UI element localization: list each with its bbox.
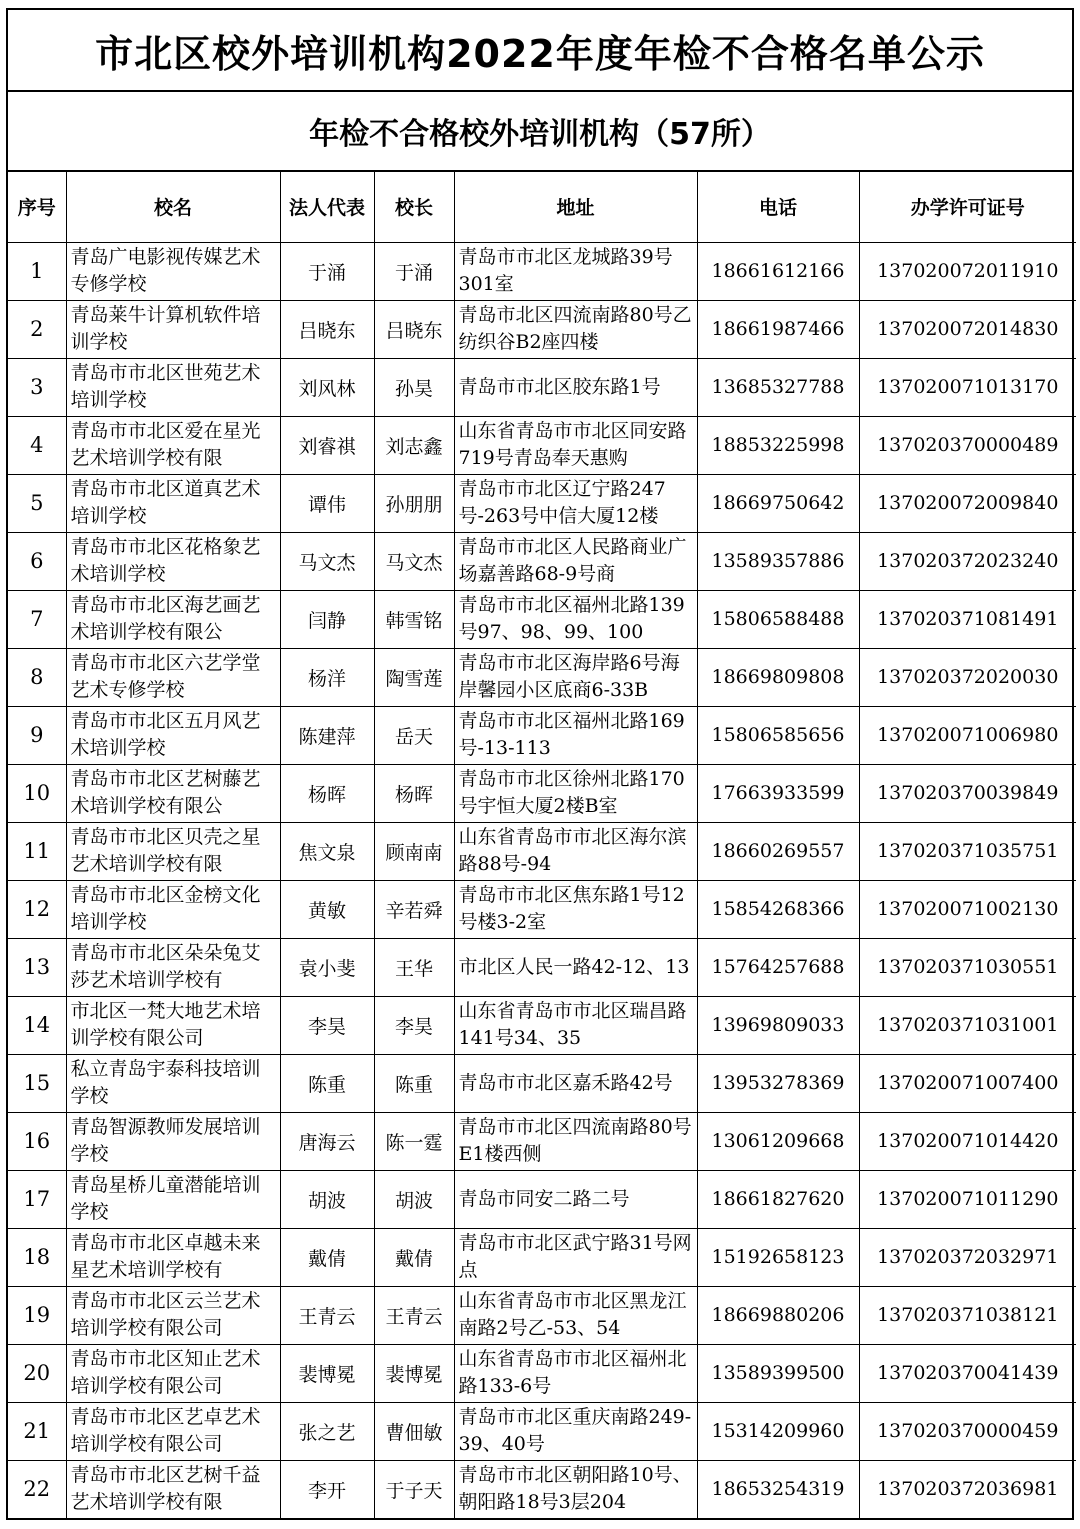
cell-address <box>454 1170 697 1228</box>
cell-legal: 闫静 <box>280 590 374 648</box>
cell-no: 2 <box>8 300 66 358</box>
cell-no: 9 <box>8 706 66 764</box>
cell-principal: 胡波 <box>374 1170 454 1228</box>
cell-school <box>66 590 280 648</box>
table-row <box>8 474 1076 532</box>
cell-phone: 18661612166 <box>697 242 859 300</box>
cell-legal: 陈建萍 <box>280 706 374 764</box>
cell-legal: 裴博冕 <box>280 1344 374 1402</box>
cell-school <box>66 1170 280 1228</box>
cell-address-text: 山东省青岛市市北区瑞昌路141号34、35 <box>458 1000 687 1049</box>
cell-no: 17 <box>8 1170 66 1228</box>
cell-license: 137020371030551 <box>859 938 1076 996</box>
cell-phone: 13685327788 <box>697 358 859 416</box>
cell-school-text: 私立青岛宇泰科技培训学校 <box>70 1058 261 1107</box>
cell-legal: 焦文泉 <box>280 822 374 880</box>
cell-school-text: 市北区一梵大地艺术培训学校有限公司 <box>70 1000 261 1049</box>
table-row <box>8 764 1076 822</box>
cell-legal: 刘睿祺 <box>280 416 374 474</box>
cell-address <box>454 1460 697 1518</box>
cell-principal: 顾南南 <box>374 822 454 880</box>
cell-legal: 杨晖 <box>280 764 374 822</box>
cell-school-text: 青岛市市北区五月风艺术培训学校 <box>70 710 261 759</box>
cell-principal: 韩雪铭 <box>374 590 454 648</box>
cell-phone: 15314209960 <box>697 1402 859 1460</box>
cell-school-text: 青岛智源教师发展培训学校 <box>70 1116 261 1165</box>
cell-license: 137020371038121 <box>859 1286 1076 1344</box>
cell-no: 20 <box>8 1344 66 1402</box>
cell-license: 137020371081491 <box>859 590 1076 648</box>
cell-school-text: 青岛市市北区卓越未来星艺术培训学校有 <box>70 1232 261 1281</box>
cell-school <box>66 764 280 822</box>
cell-no: 15 <box>8 1054 66 1112</box>
page-title: 市北区校外培训机构2022年度年检不合格名单公示 <box>8 10 1072 92</box>
cell-license: 137020071002130 <box>859 880 1076 938</box>
cell-principal: 裴博冕 <box>374 1344 454 1402</box>
cell-phone: 18653254319 <box>697 1460 859 1518</box>
table-row <box>8 1344 1076 1402</box>
cell-legal: 吕晓东 <box>280 300 374 358</box>
cell-address-text: 青岛市市北区海岸路6号海岸馨园小区底商6-33B <box>458 652 680 701</box>
cell-license: 137020370039849 <box>859 764 1076 822</box>
cell-address <box>454 1286 697 1344</box>
cell-school-text: 青岛市市北区花格象艺术培训学校 <box>70 536 261 585</box>
cell-address <box>454 590 697 648</box>
cell-school <box>66 1054 280 1112</box>
cell-address-text: 山东省青岛市市北区福州北路133-6号 <box>458 1348 687 1397</box>
table-row <box>8 1228 1076 1286</box>
table-row <box>8 1460 1076 1518</box>
cell-no: 22 <box>8 1460 66 1518</box>
cell-legal: 于涌 <box>280 242 374 300</box>
cell-license: 137020071006980 <box>859 706 1076 764</box>
cell-address <box>454 1054 697 1112</box>
cell-address-text: 青岛市市北区福州北路139号97、98、99、100 <box>458 594 685 643</box>
cell-no: 12 <box>8 880 66 938</box>
cell-license: 137020072011910 <box>859 242 1076 300</box>
cell-school <box>66 1228 280 1286</box>
cell-principal: 刘志鑫 <box>374 416 454 474</box>
cell-address-text: 青岛市市北区嘉禾路42号 <box>458 1071 673 1094</box>
cell-no: 18 <box>8 1228 66 1286</box>
cell-school-text: 青岛市市北区贝壳之星艺术培训学校有限 <box>70 826 261 875</box>
cell-address-text: 青岛市市北区武宁路31号网点 <box>458 1232 692 1281</box>
cell-license: 137020372036981 <box>859 1460 1076 1518</box>
cell-phone: 18660269557 <box>697 822 859 880</box>
cell-principal: 于子天 <box>374 1460 454 1518</box>
cell-principal: 孙朋朋 <box>374 474 454 532</box>
cell-school <box>66 1460 280 1518</box>
cell-principal: 陶雪莲 <box>374 648 454 706</box>
cell-legal: 刘风林 <box>280 358 374 416</box>
cell-principal: 辛若舜 <box>374 880 454 938</box>
table-row <box>8 1170 1076 1228</box>
cell-no: 4 <box>8 416 66 474</box>
header-phone: 电话 <box>697 172 859 242</box>
cell-license: 137020372032971 <box>859 1228 1076 1286</box>
cell-school-text: 青岛市市北区云兰艺术培训学校有限公司 <box>70 1290 261 1339</box>
cell-legal: 杨洋 <box>280 648 374 706</box>
cell-phone: 18669809808 <box>697 648 859 706</box>
cell-license: 137020372020030 <box>859 648 1076 706</box>
cell-school <box>66 242 280 300</box>
cell-school-text: 青岛市市北区金榜文化培训学校 <box>70 884 261 933</box>
header-legal: 法人代表 <box>280 172 374 242</box>
cell-principal: 杨晖 <box>374 764 454 822</box>
cell-no: 10 <box>8 764 66 822</box>
cell-principal: 于涌 <box>374 242 454 300</box>
cell-phone: 13589357886 <box>697 532 859 590</box>
table-row <box>8 880 1076 938</box>
cell-principal: 戴倩 <box>374 1228 454 1286</box>
cell-address-text: 青岛市同安二路二号 <box>458 1187 630 1210</box>
cell-no: 16 <box>8 1112 66 1170</box>
cell-phone: 18661987466 <box>697 300 859 358</box>
cell-school <box>66 880 280 938</box>
cell-phone: 13969809033 <box>697 996 859 1054</box>
cell-legal: 王青云 <box>280 1286 374 1344</box>
cell-address <box>454 1402 697 1460</box>
table-row <box>8 416 1076 474</box>
cell-address-text: 山东省青岛市市北区同安路719号青岛奉天惠购 <box>458 420 687 469</box>
header-principal: 校长 <box>374 172 454 242</box>
cell-school <box>66 938 280 996</box>
cell-school <box>66 648 280 706</box>
cell-phone: 13061209668 <box>697 1112 859 1170</box>
cell-license: 137020071013170 <box>859 358 1076 416</box>
cell-no: 7 <box>8 590 66 648</box>
cell-phone: 18853225998 <box>697 416 859 474</box>
cell-school-text: 青岛市市北区艺卓艺术培训学校有限公司 <box>70 1406 261 1455</box>
table-row <box>8 706 1076 764</box>
table-row <box>8 358 1076 416</box>
cell-school <box>66 1286 280 1344</box>
cell-legal: 谭伟 <box>280 474 374 532</box>
table-row <box>8 1402 1076 1460</box>
cell-address <box>454 880 697 938</box>
cell-phone: 18661827620 <box>697 1170 859 1228</box>
cell-address <box>454 1228 697 1286</box>
cell-school-text: 青岛莱牛计算机软件培训学校 <box>70 304 261 353</box>
cell-address-text: 市北区人民一路42-12、13 <box>458 955 690 978</box>
header-address: 地址 <box>454 172 697 242</box>
cell-license: 137020071014420 <box>859 1112 1076 1170</box>
cell-license: 137020371031001 <box>859 996 1076 1054</box>
cell-no: 11 <box>8 822 66 880</box>
table-row <box>8 1054 1076 1112</box>
cell-address <box>454 358 697 416</box>
cell-no: 14 <box>8 996 66 1054</box>
cell-address <box>454 474 697 532</box>
table-row <box>8 1112 1076 1170</box>
cell-legal: 陈重 <box>280 1054 374 1112</box>
cell-principal: 王华 <box>374 938 454 996</box>
cell-principal: 陈一霆 <box>374 1112 454 1170</box>
cell-address <box>454 532 697 590</box>
header-school: 校名 <box>66 172 280 242</box>
cell-license: 137020072009840 <box>859 474 1076 532</box>
cell-address-text: 青岛市市北区朝阳路10号、朝阳路18号3层204 <box>458 1464 692 1514</box>
cell-no: 5 <box>8 474 66 532</box>
cell-address <box>454 1344 697 1402</box>
cell-school-text: 青岛市市北区朵朵兔艾莎艺术培训学校有 <box>70 942 261 991</box>
cell-legal: 李开 <box>280 1460 374 1518</box>
cell-school-text: 青岛市市北区海艺画艺术培训学校有限公 <box>70 594 261 643</box>
cell-principal: 孙昊 <box>374 358 454 416</box>
cell-school <box>66 706 280 764</box>
cell-license: 137020370000459 <box>859 1402 1076 1460</box>
cell-legal: 马文杰 <box>280 532 374 590</box>
cell-school <box>66 532 280 590</box>
cell-school <box>66 1344 280 1402</box>
cell-license: 137020372023240 <box>859 532 1076 590</box>
cell-phone: 15854268366 <box>697 880 859 938</box>
cell-principal: 岳天 <box>374 706 454 764</box>
cell-no: 8 <box>8 648 66 706</box>
cell-address-text: 青岛市北区四流南路80号乙纺织谷B2座四楼 <box>458 304 692 353</box>
cell-school-text: 青岛市市北区艺树藤艺术培训学校有限公 <box>70 768 261 817</box>
cell-address-text: 青岛市市北区福州北路169号-13-113 <box>458 710 685 759</box>
table-row <box>8 300 1076 358</box>
cell-principal: 陈重 <box>374 1054 454 1112</box>
cell-license: 137020370041439 <box>859 1344 1076 1402</box>
cell-legal: 唐海云 <box>280 1112 374 1170</box>
cell-address <box>454 996 697 1054</box>
cell-school <box>66 358 280 416</box>
cell-school-text: 青岛市市北区六艺学堂艺术专修学校 <box>70 652 261 701</box>
cell-phone: 15192658123 <box>697 1228 859 1286</box>
cell-address <box>454 1112 697 1170</box>
cell-legal: 戴倩 <box>280 1228 374 1286</box>
cell-school <box>66 822 280 880</box>
header-no: 序号 <box>8 172 66 242</box>
cell-no: 13 <box>8 938 66 996</box>
cell-license: 137020071011290 <box>859 1170 1076 1228</box>
cell-phone: 15806588488 <box>697 590 859 648</box>
table-header-row <box>8 172 1076 242</box>
cell-address <box>454 822 697 880</box>
cell-no: 1 <box>8 242 66 300</box>
cell-address-text: 青岛市市北区四流南路80号E1楼西侧 <box>458 1116 692 1165</box>
cell-license: 137020370000489 <box>859 416 1076 474</box>
cell-address-text: 青岛市市北区辽宁路247号-263号中信大厦12楼 <box>458 478 666 527</box>
cell-license: 137020371035751 <box>859 822 1076 880</box>
cell-legal: 袁小斐 <box>280 938 374 996</box>
cell-principal: 马文杰 <box>374 532 454 590</box>
cell-address <box>454 648 697 706</box>
cell-phone: 17663933599 <box>697 764 859 822</box>
cell-address-text: 山东省青岛市市北区海尔滨路88号-94 <box>458 826 687 875</box>
cell-address <box>454 764 697 822</box>
cell-school-text: 青岛市市北区艺树千益艺术培训学校有限 <box>70 1464 261 1514</box>
cell-school-text: 青岛市市北区道真艺术培训学校 <box>70 478 261 527</box>
cell-license: 137020071007400 <box>859 1054 1076 1112</box>
cell-address-text: 青岛市市北区重庆南路249-39、40号 <box>458 1406 692 1455</box>
table-row <box>8 532 1076 590</box>
cell-phone: 15764257688 <box>697 938 859 996</box>
cell-no: 19 <box>8 1286 66 1344</box>
cell-school-text: 青岛广电影视传媒艺术专修学校 <box>70 246 261 295</box>
cell-address-text: 青岛市市北区焦东路1号12号楼3-2室 <box>458 884 685 933</box>
cell-school-text: 青岛市市北区世苑艺术培训学校 <box>70 362 261 411</box>
cell-phone: 18669880206 <box>697 1286 859 1344</box>
cell-school-text: 青岛市市北区知止艺术培训学校有限公司 <box>70 1348 261 1397</box>
section-subtitle: 年检不合格校外培训机构（57所） <box>8 92 1072 172</box>
cell-address-text: 青岛市市北区胶东路1号 <box>458 375 661 398</box>
cell-address-text: 青岛市市北区徐州北路170号宇恒大厦2楼B室 <box>458 768 685 817</box>
cell-principal: 王青云 <box>374 1286 454 1344</box>
cell-school <box>66 1402 280 1460</box>
cell-phone: 13953278369 <box>697 1054 859 1112</box>
cell-address <box>454 416 697 474</box>
table-row <box>8 822 1076 880</box>
cell-address-text: 山东省青岛市市北区黑龙江南路2号乙-53、54 <box>458 1290 687 1339</box>
cell-school <box>66 474 280 532</box>
cell-phone: 18669750642 <box>697 474 859 532</box>
cell-school <box>66 1112 280 1170</box>
cell-school-text: 青岛市市北区爱在星光艺术培训学校有限 <box>70 420 261 469</box>
cell-school <box>66 416 280 474</box>
cell-legal: 黄敏 <box>280 880 374 938</box>
cell-address-text: 青岛市市北区龙城路39号301室 <box>458 246 673 295</box>
cell-school <box>66 300 280 358</box>
cell-address-text: 青岛市市北区人民路商业广场嘉善路68-9号商 <box>458 536 687 585</box>
cell-school <box>66 996 280 1054</box>
cell-principal: 曹佃敏 <box>374 1402 454 1460</box>
cell-legal: 张之艺 <box>280 1402 374 1460</box>
table-row <box>8 996 1076 1054</box>
cell-address <box>454 938 697 996</box>
table-row <box>8 648 1076 706</box>
cell-address <box>454 242 697 300</box>
header-license: 办学许可证号 <box>859 172 1076 242</box>
cell-address <box>454 300 697 358</box>
cell-no: 3 <box>8 358 66 416</box>
notice-sheet <box>6 8 1074 1520</box>
table-row <box>8 242 1076 300</box>
cell-legal: 李昊 <box>280 996 374 1054</box>
cell-no: 21 <box>8 1402 66 1460</box>
cell-license: 137020072014830 <box>859 300 1076 358</box>
cell-principal: 吕晓东 <box>374 300 454 358</box>
cell-address <box>454 706 697 764</box>
cell-school-text: 青岛星桥儿童潜能培训学校 <box>70 1174 261 1223</box>
cell-phone: 13589399500 <box>697 1344 859 1402</box>
table-row <box>8 590 1076 648</box>
cell-no: 6 <box>8 532 66 590</box>
cell-principal: 李昊 <box>374 996 454 1054</box>
failed-institutions-table <box>8 172 1076 1518</box>
cell-legal: 胡波 <box>280 1170 374 1228</box>
table-row <box>8 938 1076 996</box>
cell-phone: 15806585656 <box>697 706 859 764</box>
table-row <box>8 1286 1076 1344</box>
